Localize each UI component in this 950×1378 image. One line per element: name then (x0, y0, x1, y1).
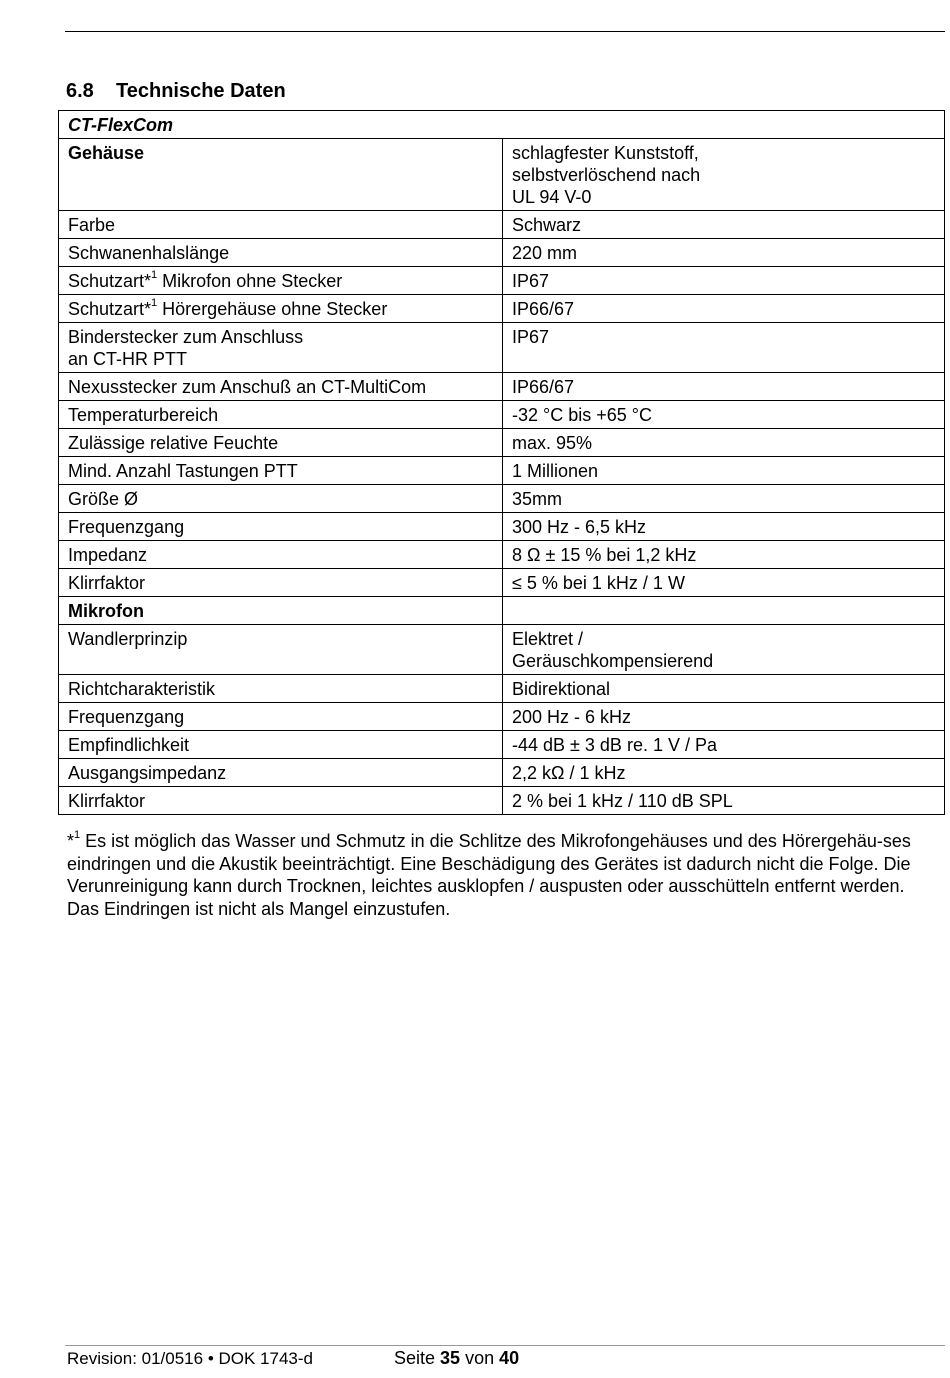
spec-table (58, 110, 945, 815)
table-row (59, 675, 945, 703)
spec-label: Empfindlichkeit (59, 731, 503, 759)
table-row (59, 211, 945, 239)
spec-value: IP67 (503, 267, 945, 295)
spec-value: 220 mm (503, 239, 945, 267)
spec-value (503, 597, 945, 625)
spec-value: -44 dB ± 3 dB re. 1 V / Pa (503, 731, 945, 759)
section-number: 6.8 (66, 80, 94, 102)
table-row (59, 703, 945, 731)
table-row (59, 457, 945, 485)
table-row (59, 787, 945, 815)
spec-label (59, 267, 503, 295)
spec-label: Impedanz (59, 541, 503, 569)
spec-label: Temperaturbereich (59, 401, 503, 429)
footnote-text: Es ist möglich das Wasser und Schmutz in die Schlitze des Mikrofongehäuses und des Hörergehäu-ses eindringen und die Akustik beeinträchtigt. Eine Beschädigung des Gerätes ist dadurch nicht die Folge. Die Verunreinigung kann durch Trocknen, leichtes ausklopfen / auspusten oder ausschütteln entfernt werden. Das Eindringen ist nicht als Mangel einzustufen. (67, 831, 911, 919)
spec-label-prefix: Schutzart* (68, 271, 152, 291)
table-group-row (59, 597, 945, 625)
spec-value: 200 Hz - 6 kHz (503, 703, 945, 731)
spec-value: 300 Hz - 6,5 kHz (503, 513, 945, 541)
table-group-row (59, 139, 945, 211)
spec-label-prefix: Schutzart* (68, 299, 152, 319)
spec-label: Mikrofon (59, 597, 503, 625)
table-row (59, 569, 945, 597)
page-prefix: Seite (394, 1348, 441, 1368)
section-heading (66, 80, 286, 103)
section-title: Technische Daten (116, 80, 286, 102)
spec-label-suffix: Hörergehäuse ohne Stecker (157, 299, 388, 319)
footnote (67, 830, 937, 920)
spec-value: Elektret / Geräuschkompensierend (503, 625, 945, 675)
table-row (59, 731, 945, 759)
table-title-row (59, 111, 945, 139)
spec-label: Schwanenhalslänge (59, 239, 503, 267)
footnote-sup: 1 (74, 829, 81, 841)
spec-value: ≤ 5 % bei 1 kHz / 1 W (503, 569, 945, 597)
footer-revision: Revision: 01/0516 • DOK 1743-d (67, 1349, 313, 1368)
spec-label: Frequenzgang (59, 703, 503, 731)
footer-page-number (394, 1348, 519, 1369)
top-rule (65, 31, 945, 32)
spec-label: Mind. Anzahl Tastungen PTT (59, 457, 503, 485)
table-row (59, 625, 945, 675)
spec-value: IP66/67 (503, 295, 945, 323)
spec-label: Frequenzgang (59, 513, 503, 541)
bottom-rule (65, 1345, 945, 1346)
spec-label (59, 295, 503, 323)
table-row (59, 323, 945, 373)
spec-label: Klirrfaktor (59, 569, 503, 597)
footnote-ref: 1 (151, 269, 158, 281)
table-row (59, 759, 945, 787)
spec-label: Zulässige relative Feuchte (59, 429, 503, 457)
spec-value: IP66/67 (503, 373, 945, 401)
spec-value: 8 Ω ± 15 % bei 1,2 kHz (503, 541, 945, 569)
spec-label: Binderstecker zum Anschluss an CT-HR PTT (59, 323, 503, 373)
spec-label: Richtcharakteristik (59, 675, 503, 703)
spec-label: Gehäuse (59, 139, 503, 211)
table-row (59, 373, 945, 401)
spec-label: Farbe (59, 211, 503, 239)
table-row (59, 541, 945, 569)
footnote-ref: 1 (151, 297, 158, 309)
table-row (59, 429, 945, 457)
spec-label-suffix: Mikrofon ohne Stecker (157, 271, 343, 291)
spec-label: Nexusstecker zum Anschuß an CT-MultiCom (59, 373, 503, 401)
table-row (59, 295, 945, 323)
spec-label: Wandlerprinzip (59, 625, 503, 675)
spec-value: Schwarz (503, 211, 945, 239)
spec-label: Ausgangsimpedanz (59, 759, 503, 787)
spec-label: Größe Ø (59, 485, 503, 513)
spec-table-body (59, 111, 945, 815)
table-title: CT-FlexCom (59, 111, 945, 139)
spec-value: 2,2 kΩ / 1 kHz (503, 759, 945, 787)
table-row (59, 485, 945, 513)
table-row (59, 267, 945, 295)
spec-value: 2 % bei 1 kHz / 110 dB SPL (503, 787, 945, 815)
table-row (59, 401, 945, 429)
spec-value: 1 Millionen (503, 457, 945, 485)
spec-value: -32 °C bis +65 °C (503, 401, 945, 429)
spec-label: Klirrfaktor (59, 787, 503, 815)
table-row (59, 239, 945, 267)
page-total: 40 (499, 1348, 520, 1368)
spec-value: schlagfester Kunststoff, selbstverlöschend nach UL 94 V-0 (503, 139, 945, 211)
footnote-marker: * (67, 831, 75, 851)
page-mid: von (460, 1348, 500, 1368)
spec-value: IP67 (503, 323, 945, 373)
page-current: 35 (440, 1348, 461, 1368)
spec-value: 35mm (503, 485, 945, 513)
table-row (59, 513, 945, 541)
spec-value: Bidirektional (503, 675, 945, 703)
spec-value: max. 95% (503, 429, 945, 457)
